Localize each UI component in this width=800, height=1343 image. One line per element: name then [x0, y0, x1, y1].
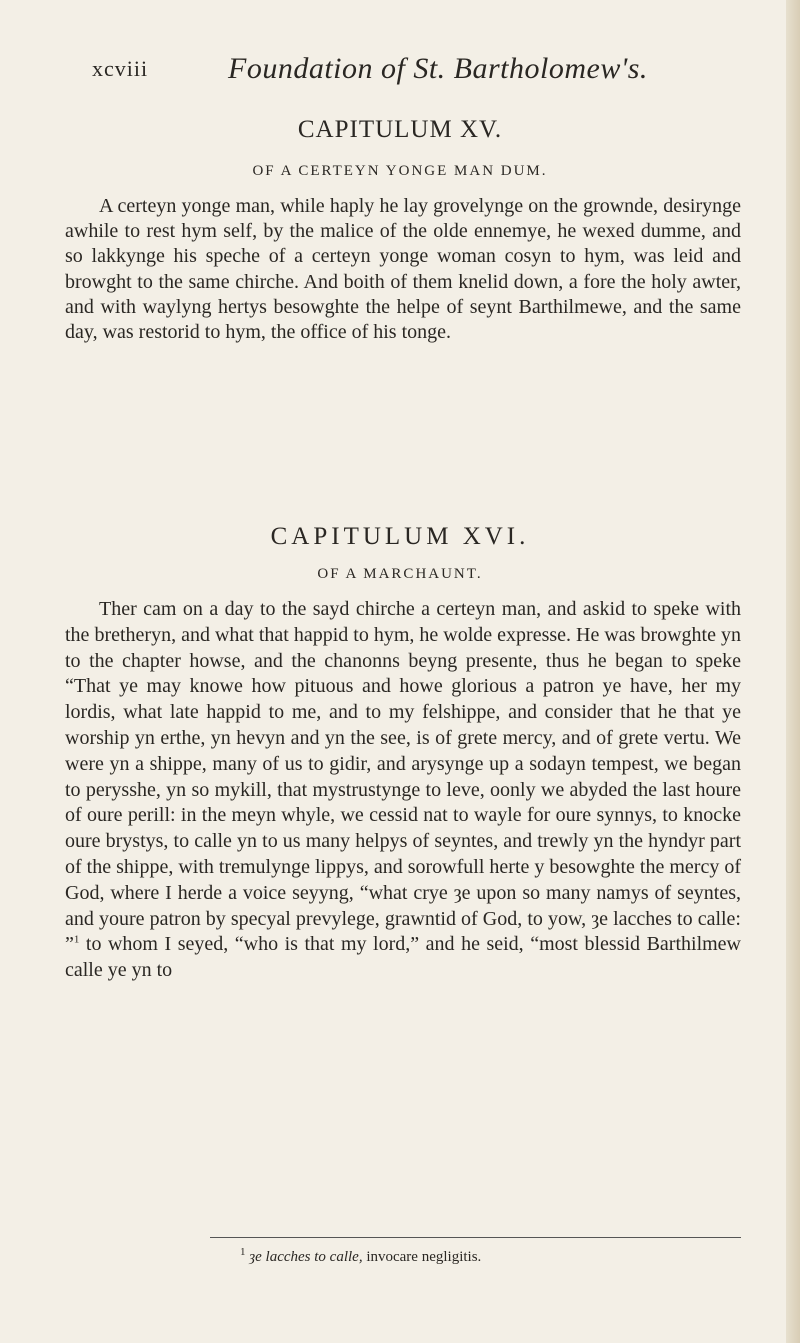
footnote: [240, 1246, 482, 1266]
page-edge: [786, 0, 800, 1343]
chapter-16-subtitle: OF A MARCHAUNT.: [317, 566, 483, 582]
chapter-15-title: CAPITULUM XV.: [297, 116, 503, 143]
footnote-italic-text: ȝe lacches to calle,: [249, 1249, 363, 1265]
chapter-15-paragraph: A certeyn yonge man, while haply he lay grovelynge on the grownde, desirynge awhile to rest hym self, by the malice of the olde ennemye, he wexed dumme, and so lakkynge his speche of a certeyn yonge woman cosyn to hym, was leid and browght to the same chirche. And boith of them knelid down, a fore the holy awter, and with waylyng hertys besowghte the helpe of seynt Barthilmewe, and the same day, was restorid to hym, the office of his tonge.: [65, 195, 741, 344]
chapter-16-paragraph: [65, 597, 741, 984]
page-number: xcviii: [92, 56, 149, 81]
chapter-16-text-part-1: Ther cam on a day to the sayd chirche a certeyn man, and askid to speke with the bretheryn, and what that happid to hym, he wolde expresse. He was browghte yn to the chapter howse, and the chanonns beyng presente, thus he began to speke “That ye may knowe how pituous and howe glorious a patron ye have, her my lordis, what late happid to me, and to my felshippe, and consider that he that ye worship yn erthe, yn hevyn and yn the see, is of grete mercy, and of grete vertu. We were yn a shippe, many of us to gidir, and arysynge up a sodayn tempest, we began to perysshe, yn so mykill, that mystrustynge to leve, oonly we abyded the last houre of oure perill: in the meyn whyle, we cessid nat to wayle for oure synnys, to knocke oure brystys, to calle yn to us many helpys of seyntes, and trewly yn the hyndyr part of the shippe, with tremulynge lippys, and sorowfull herte y besowghte the mercy of God, where I herde a voice seyyng, “what crye ȝe upon so many namys of seyntes, and youre patron by specyal prevylege, grawntid of God, to yow, ȝe lacches to calle: ”: [65, 598, 741, 956]
footnote-number: 1: [240, 1246, 246, 1258]
footnote-text: invocare negligitis.: [362, 1249, 482, 1265]
chapter-16-text-part-2: to whom I seyed, “who is that my lord,” and he seid, “most blessid Barthilmew calle ye yn to: [65, 933, 741, 982]
footnote-divider: [210, 1237, 741, 1238]
chapter-16-title: CAPITULUM XVI.: [270, 523, 530, 550]
running-title: Foundation of St. Bartholomew's.: [228, 52, 648, 85]
chapter-15-subtitle: OF A CERTEYN YONGE MAN DUM.: [252, 163, 548, 179]
page-header: [92, 52, 732, 96]
footnote-reference[interactable]: 1: [73, 933, 80, 946]
